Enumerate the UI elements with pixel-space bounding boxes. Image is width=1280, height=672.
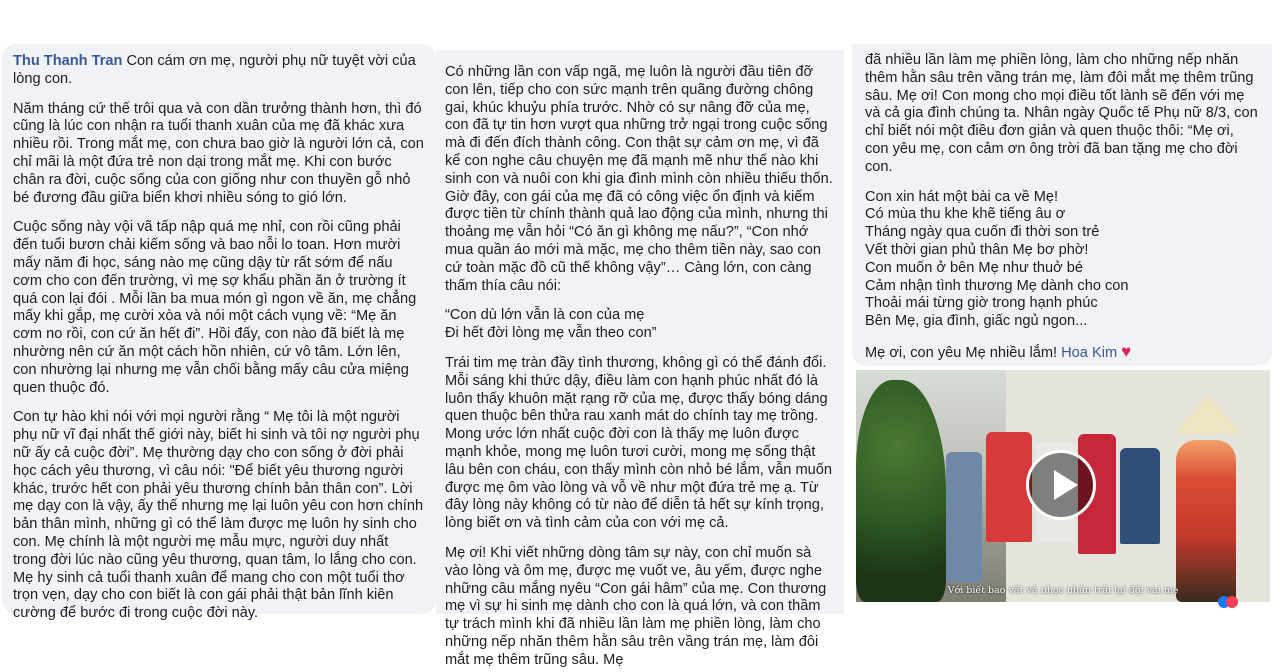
comment-panel-middle (436, 50, 844, 668)
comment-author-link[interactable]: Thu Thanh Tran (13, 53, 123, 69)
comment-paragraph: Con tự hào khi nói với mọi người rằng “ Mẹ tôi là một người phụ nữ vĩ đại nhất thế giới này, biết hi sinh và tôi nợ người phụ nữ ấy cả cuộc đời”. Mẹ thường dạy cho con sống ở đời phải học cách yêu thương, vì câu nói: "Để biết yêu thương người khác, trước hết con phải yêu thương chính bản thân con”. Lời mẹ dạy con là vậy, ấy thế nhưng mẹ lại luôn yêu con hơn chính bản thân mình, những gì có thể làm được mẹ luôn hy sinh cho con. Mẹ chính là một người mẹ mẫu mực, người duy nhất trong đời lúc nào cũng yêu thương, quan tâm, lo lắng cho con. Mẹ hy sinh cả tuổi thanh xuân để mang cho con một tuổi thơ trọn vẹn, dạy cho con biết là con gái phải thật bản lĩnh kiên cường để bước đi trong cuộc đời này. (13, 409, 424, 622)
comment-panel-left (2, 44, 436, 622)
comment-paragraph: Có những lần con vấp ngã, mẹ luôn là người đầu tiên đỡ con lên, tiếp cho con sức mạnh trên quãng đường chông gai, khúc khuỷu phía trước. Nhờ có sự nâng đỡ của mẹ, con đã tự tin hơn vượt qua những trở ngại trong cuộc sống mà đi đến đích thành công. Con thật sự cảm ơn mẹ, vì đã kể con nghe câu chuyện mẹ đã mạnh mẽ như thế nào khi sinh con và nuôi con khi gia đình mình còn nhiều thiếu thốn. Giờ đây, con gái của mẹ đã có công việc ổn định và kiếm được tiền từ chính thành quả lao động của mình, nhưng thi thoảng mẹ vẫn hỏi “Có ăn gì không mẹ nấu?”, “Con nhớ mua quần áo mới mà mặc, mẹ cho thêm tiền này, sao con cứ toàn mặc đồ cũ thế không vậy”… Càng lớn, con càng thấm thía câu nói: (445, 64, 833, 294)
comment-paragraph: Trái tim mẹ tràn đầy tình thương, không gì có thể đánh đổi. Mỗi sáng khi thức dậy, điều làm con hạnh phúc nhất đó là luôn thấy khuôn mặt rạng rỡ của mẹ, được thấy bóng dáng quen thuộc bên thửa rau xanh mát do chính tay mẹ trồng. Mong ước lớn nhất cuộc đời con là thấy mẹ luôn được mạnh khỏe, mong mẹ luôn tươi cười, mong mẹ sống thật lâu bên con cháu, con thấy mình còn nhỏ bé lắm, vẫn muốn được mẹ ôm vào lòng và vỗ về như một đứa trẻ mẹ ạ. Từ đây lòng này không có từ nào để diễn tả hết sự kính trọng, lòng biết ơn và tình cảm của con với mẹ cả. (445, 354, 832, 532)
love-icon (1226, 596, 1238, 608)
comment-poem: Con xin hát một bài ca về Mẹ! Có mùa thu khe khẽ tiếng âu ơ Tháng ngày qua cuốn đi thời son trẻ Vết thời gian phủ thân Mẹ bơ phờ! Con muốn ở bên Mẹ như thuở bé Cảm nhận tình thương Mẹ dành cho con Thoải mái từng giờ trong hạnh phúc Bên Mẹ, gia đình, giấc ngủ ngon... (865, 188, 1129, 330)
video-caption: Với biết bao vất vả nhọc nhằn trải lại đội vai mẹ (947, 585, 1179, 596)
video-person (1176, 440, 1236, 602)
comment-quote: “Con dù lớn vẫn là con của mẹ Đi hết đời lòng mẹ vẫn theo con” (445, 307, 657, 342)
comment-first-paragraph (13, 53, 424, 89)
tag-link-hoa-kim[interactable]: Hoa Kim (1061, 344, 1118, 361)
comment-closing (865, 343, 1260, 363)
comment-first-line: Con cám ơn mẹ, người phụ nữ tuyệt vời của lòng con. (13, 53, 416, 87)
comment-paragraph: Năm tháng cứ thế trôi qua và con dần trưởng thành hơn, thì đó cũng là lúc con nhận ra tuổi thanh xuân của mẹ đã khác xưa nhiều rồi. Trong mắt mẹ, con chưa bao giờ là người lớn cả, con chỉ mãi là một đứa trẻ non dại trong mắt mẹ. Khi con bước chân ra đời, cuộc sống của con giống như con thuyền gỗ nhỏ bé đương đầu giữa biển khơi nhiều sóng to gió lớn. (13, 100, 424, 206)
conical-hat (1174, 394, 1242, 434)
play-icon[interactable] (1026, 450, 1096, 520)
video-thumbnail[interactable] (856, 370, 1270, 602)
comment-panel-right (852, 44, 1272, 366)
heart-icon: ♥ (1121, 341, 1132, 361)
comment-paragraph: Cuộc sống này vội vã tấp nập quá mẹ nhỉ, con rồi cũng phải đến tuổi bươn chải kiếm sống và bao nỗi lo toan. Hơn mười mấy năm đi học, sáng nào mẹ cũng dậy từ rất sớm để nấu cơm cho con đến trường, vì mẹ sợ khẩu phần ăn ở trường ít quá con lại đói . Mỗi lần ba mua món gì ngon về ăn, mẹ chẳng mấy khi gắp, mẹ cười xòa và nói một cách vụng về: “Mẹ ăn cơm no rồi, con cứ ăn hết đi”. Hồi đấy, con nào đã biết là mẹ nhường nên cứ ăn một cách hồn nhiên, cứ vô tâm. Lớn lên, con nhường lại nhưng mẹ vẫn chối bằng mấy câu cửa miệng quen thuộc đó. (13, 219, 417, 396)
video-plant (856, 380, 946, 602)
closing-text: Mẹ ơi, con yêu Mẹ nhiều lắm! (865, 344, 1062, 361)
reaction-icons[interactable] (1218, 596, 1238, 611)
comment-paragraph: Mẹ ơi! Khi viết những dòng tâm sự này, con chỉ muốn sà vào lòng và ôm mẹ, được mẹ vuốt ve, âu yếm, được nghe những câu mắng nyêu “Con gái hâm” của mẹ. Con thương mẹ vì sự hi sinh mẹ dành cho con là quá lớn, và con thầm tự trách mình khi đã nhiều lần làm mẹ phiền lòng, làm cho những nếp nhăn thêm hằn sâu trên vầng trán mẹ, làm đôi mắt mẹ thêm trũng sâu. Mẹ (445, 544, 827, 668)
comment-paragraph: đã nhiều lần làm mẹ phiền lòng, làm cho những nếp nhăn thêm hằn sâu trên vầng trán mẹ, làm đôi mắt mẹ thêm trũng sâu. Mẹ ơi! Con mong cho mọi điều tốt lành sẽ đến với mẹ và cả gia đình chúng ta. Nhân ngày Quốc tế Phụ nữ 8/3, con chỉ biết nói một điều đơn giản và quen thuộc thôi: “Mẹ ơi, con yêu mẹ, con cảm ơn ông trời đã ban tặng mẹ cho đời con. (865, 52, 1258, 175)
